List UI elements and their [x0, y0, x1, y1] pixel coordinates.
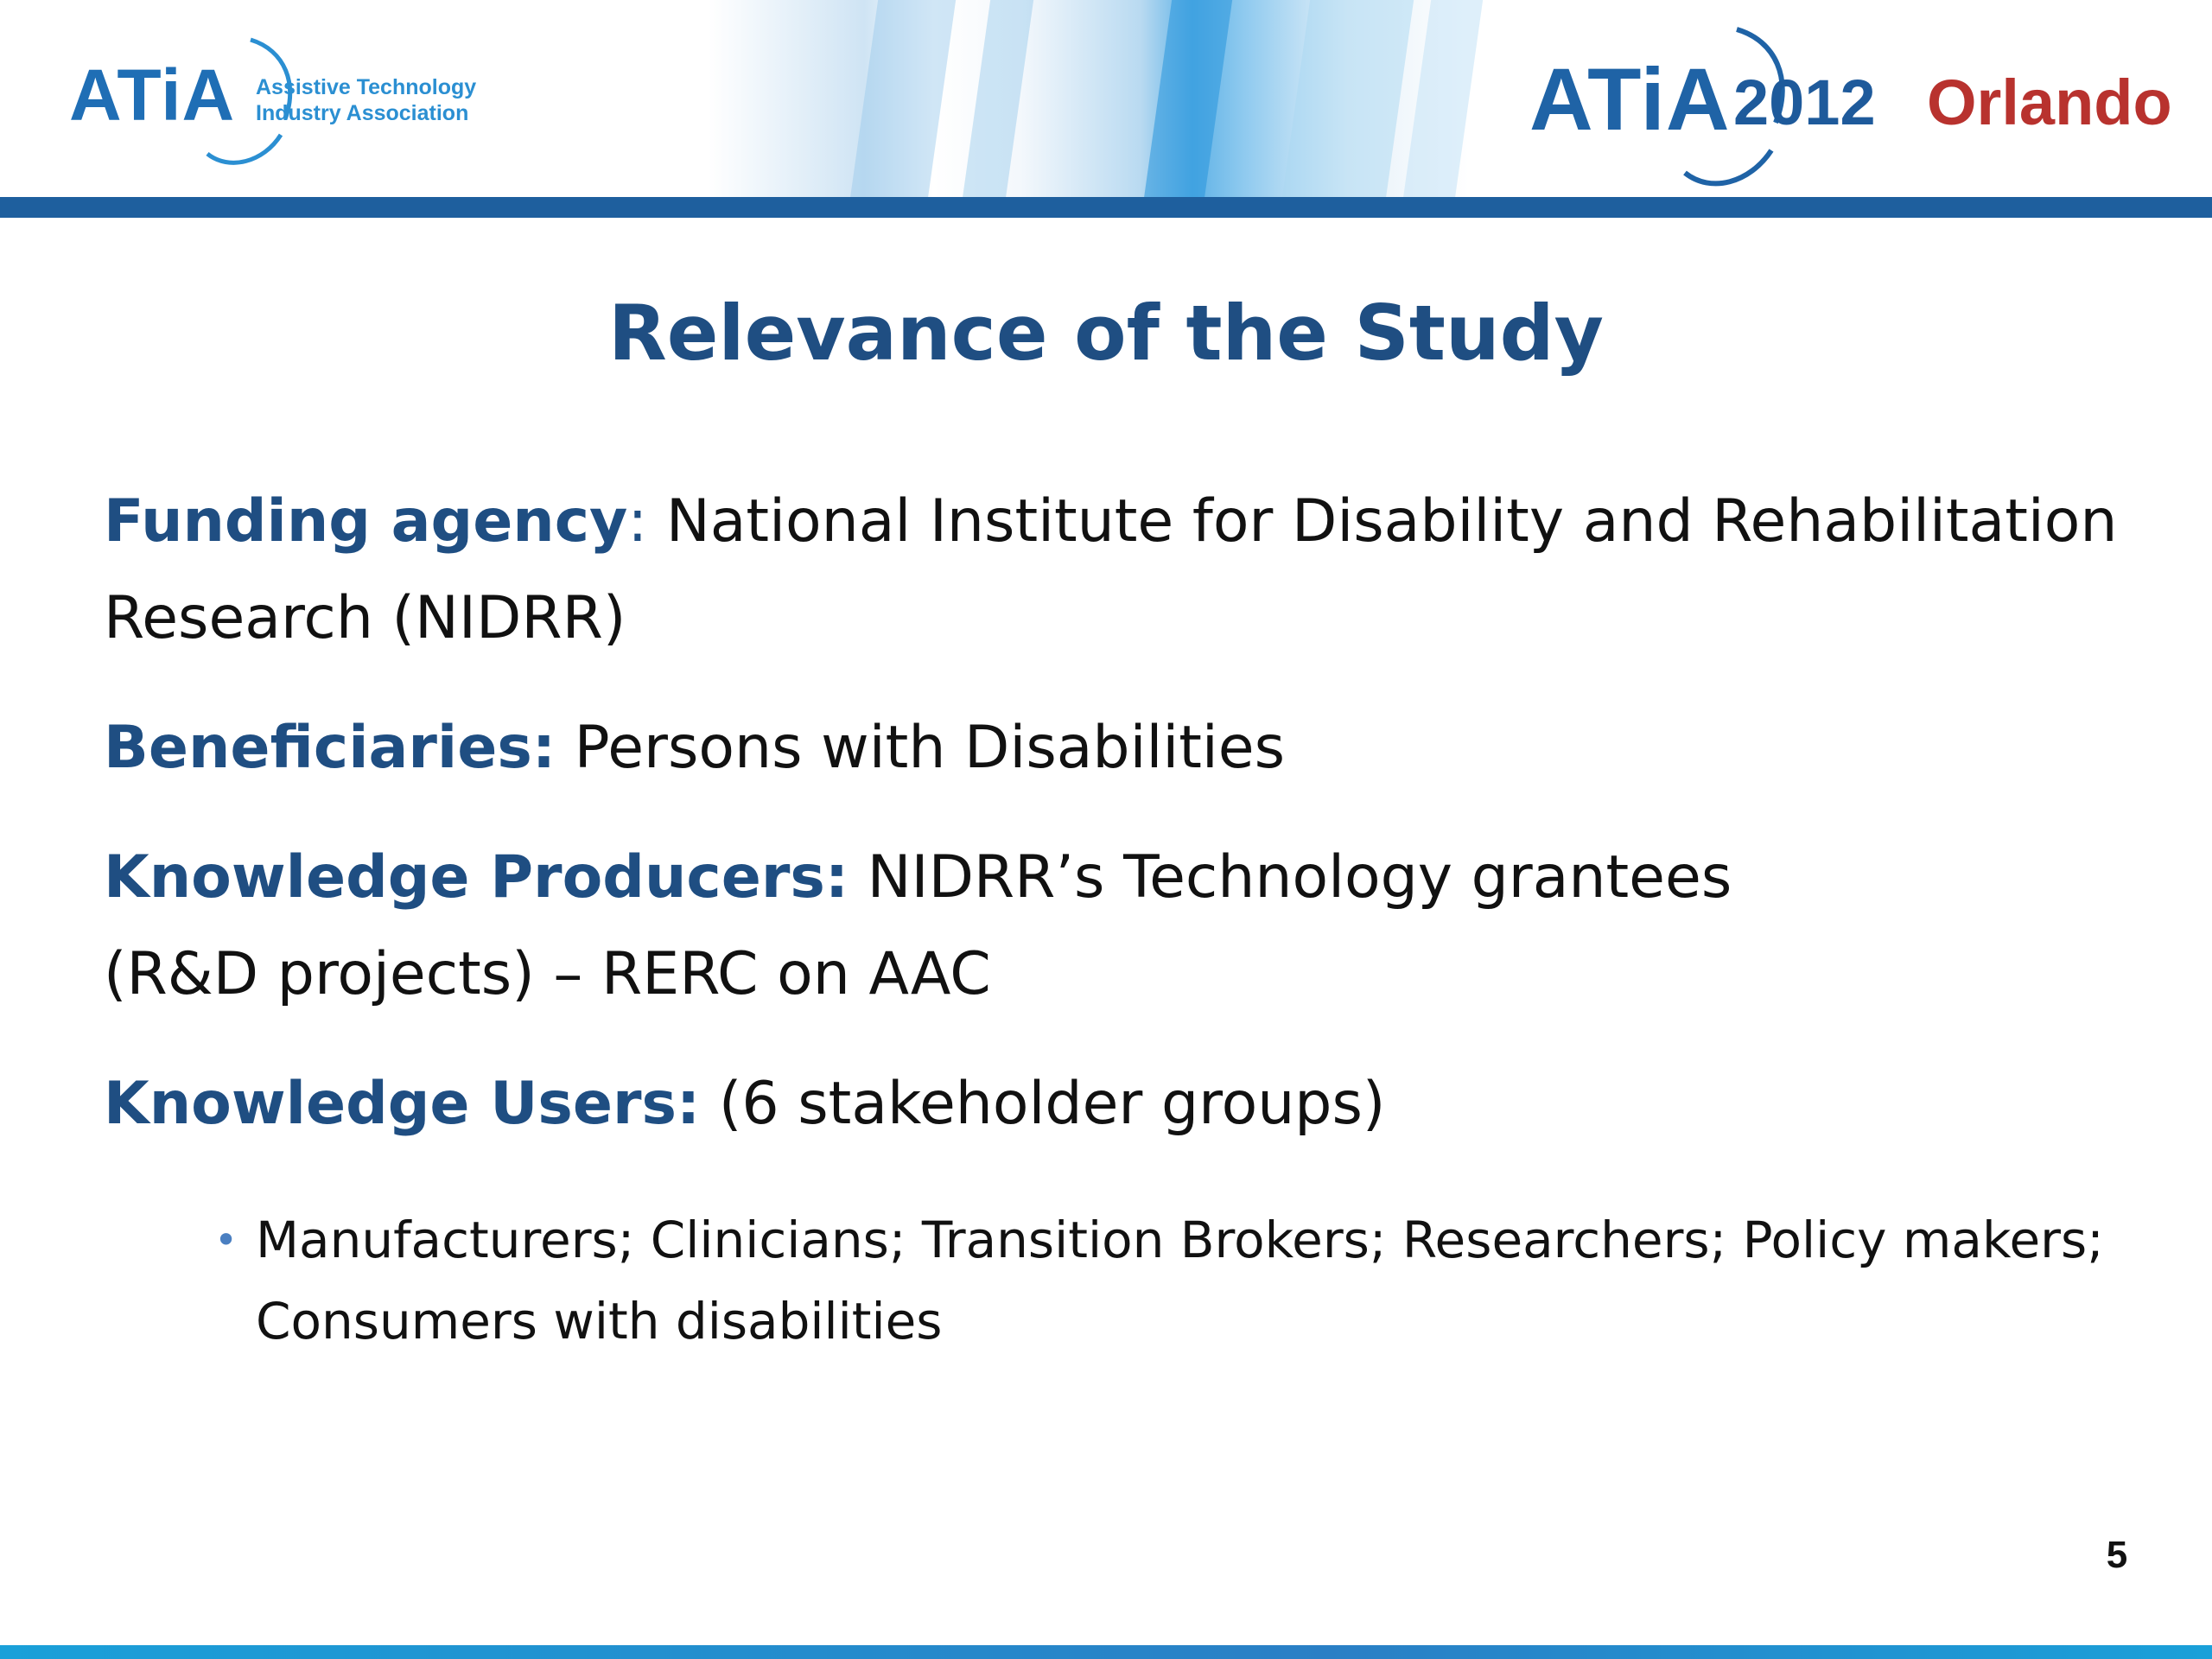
- knowledge-producers-item: [104, 830, 2126, 1023]
- header-divider: [0, 197, 2212, 218]
- knowledge-users-item: [104, 1056, 2126, 1153]
- page-number: 5: [2106, 1534, 2128, 1576]
- banner-ray: [1144, 0, 1232, 199]
- banner-ray: [850, 0, 956, 199]
- bullet-text-line: Manufacturers; Clinicians; Transition Brokers; Researchers; Policy makers;: [256, 1211, 2104, 1269]
- banner-ray: [963, 0, 1033, 199]
- item-text: (R&D projects) – RERC on AAC: [104, 940, 991, 1008]
- item-text: Persons with Disabilities: [556, 714, 1286, 782]
- item-label: Beneficiaries:: [104, 714, 556, 782]
- banner-ray: [1282, 0, 1414, 199]
- logo-tagline: [256, 74, 476, 126]
- event-city: Orlando: [1927, 67, 2172, 138]
- item-label: Knowledge Producers:: [104, 843, 849, 912]
- atia-2012-orlando-logo: [1529, 2, 2195, 199]
- item-text: National Institute for Disability and Rehabilitation: [647, 487, 2118, 556]
- atia-association-logo: [69, 33, 518, 162]
- item-label: Knowledge Users:: [104, 1070, 701, 1138]
- bullet-text-line: Consumers with disabilities: [256, 1292, 943, 1351]
- list-item: [214, 1199, 2212, 1362]
- slide-body: [104, 474, 2126, 1185]
- beneficiaries-item: [104, 700, 2126, 797]
- bullet-icon: •: [214, 1217, 238, 1263]
- slide-title: Relevance of the Study: [607, 289, 1605, 378]
- event-logo-wordmark: ATiA: [1529, 50, 1731, 149]
- footer-divider: [0, 1645, 2212, 1659]
- slide-header-banner: [0, 0, 2212, 199]
- logo-wordmark: ATiA: [69, 54, 236, 136]
- banner-ray: [1403, 0, 1483, 199]
- item-text: (6 stakeholder groups): [700, 1070, 1386, 1138]
- funding-agency-item: [104, 474, 2126, 667]
- event-year: 2012: [1733, 67, 1876, 138]
- logo-tagline-line: Assistive Technology: [256, 75, 477, 99]
- logo-tagline-line: Industry Association: [256, 101, 469, 125]
- item-text: Research (NIDRR): [104, 584, 626, 652]
- item-text: NIDRR’s Technology grantees: [849, 843, 1732, 912]
- item-label: Funding agency: [104, 487, 628, 556]
- item-separator: :: [627, 487, 648, 556]
